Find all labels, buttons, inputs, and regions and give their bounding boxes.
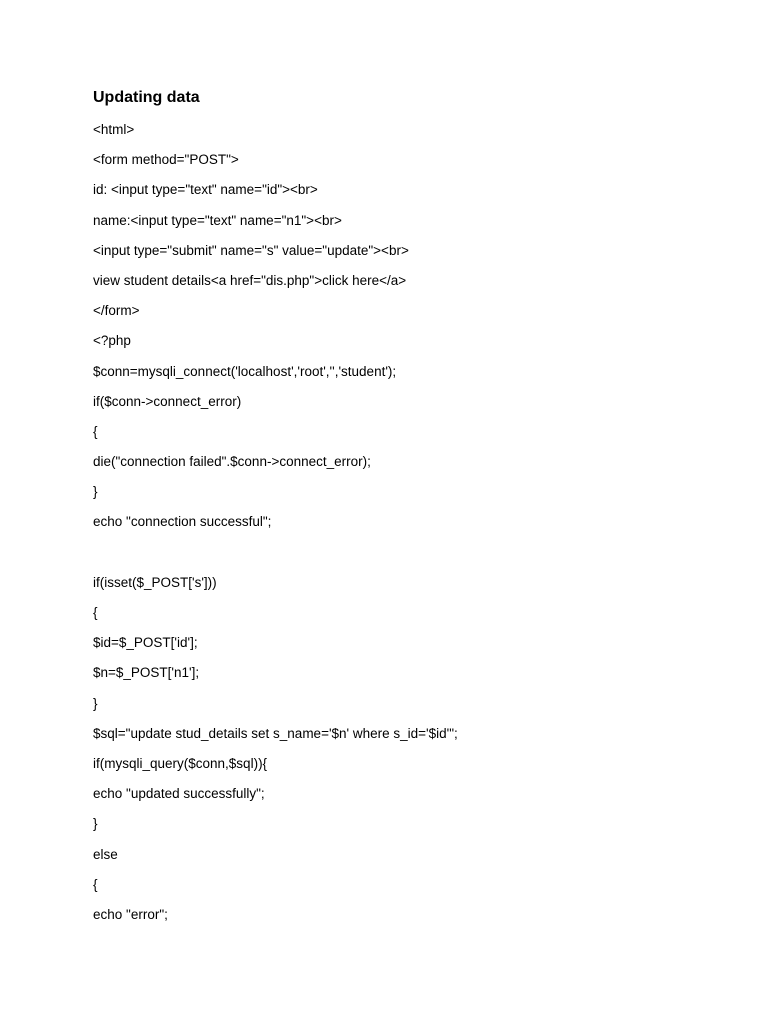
code-line: echo "error";: [93, 906, 168, 922]
code-line: if(isset($_POST['s'])): [93, 574, 217, 590]
code-line: {: [93, 876, 98, 892]
code-line: $sql="update stud_details set s_name='$n' where s_id='$id'";: [93, 725, 458, 741]
code-line: $n=$_POST['n1'];: [93, 665, 200, 681]
code-line: view student details<a href="dis.php">click here</a>: [93, 272, 407, 288]
code-line: }: [93, 695, 98, 711]
code-line: if($conn->connect_error): [93, 393, 242, 409]
code-line: <input type="submit" name="s" value="update"><br>: [93, 242, 409, 258]
code-line: echo "updated successfully";: [93, 786, 265, 802]
code-line: {: [93, 605, 98, 620]
code-line: name:<input type="text" name="n1"><br>: [93, 212, 342, 228]
code-line: <form method="POST">: [93, 152, 239, 168]
code-line: {: [93, 423, 98, 439]
code-line: if(mysqli_query($conn,$sql)){: [93, 755, 268, 771]
code-line: </form>: [93, 303, 140, 319]
code-line: }: [93, 484, 98, 500]
code-line: $conn=mysqli_connect('localhost','root','','student');: [93, 363, 397, 379]
code-line: id: <input type="text" name="id"><br>: [93, 182, 318, 198]
code-line: $id=$_POST['id'];: [93, 635, 198, 651]
code-line: }: [93, 816, 98, 832]
code-line: die("connection failed".$conn->connect_error);: [93, 454, 371, 470]
document-title: Updating data: [93, 89, 200, 106]
code-line: <?php: [93, 333, 131, 349]
code-line: else: [93, 846, 118, 862]
code-line: <html>: [93, 122, 135, 137]
blank-line: [93, 543, 458, 573]
code-line: echo "connection successful";: [93, 514, 272, 530]
code-listing: [93, 120, 458, 935]
